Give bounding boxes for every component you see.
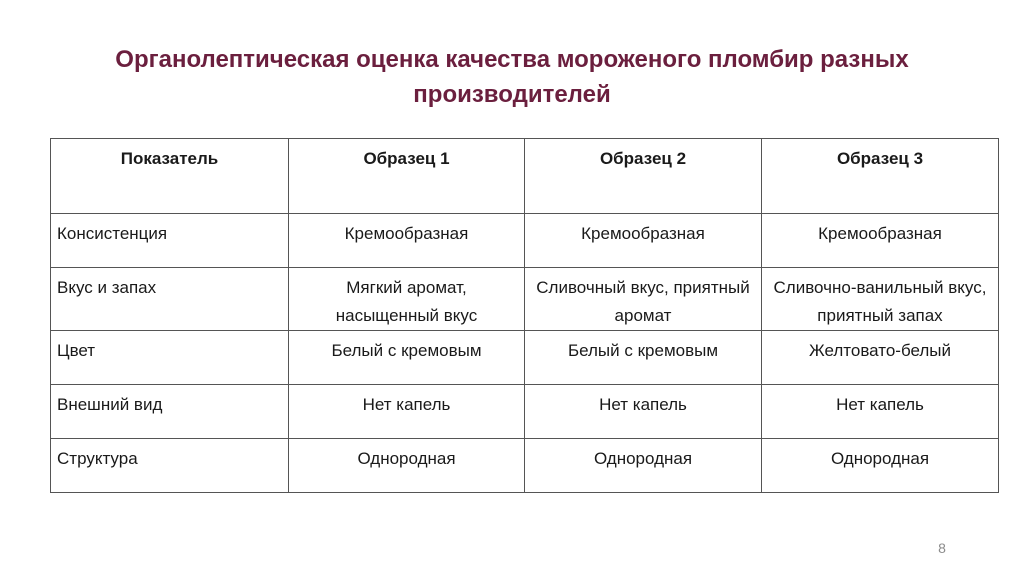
table-cell: Белый с кремовым	[525, 331, 762, 385]
table-row	[51, 439, 999, 493]
table-cell: Нет капель	[289, 385, 525, 439]
slide-title	[0, 42, 1024, 112]
table-cell: Однородная	[762, 439, 999, 493]
header-indicator: Показатель	[51, 139, 289, 214]
table-cell: Однородная	[289, 439, 525, 493]
table-row	[51, 268, 999, 331]
row-label: Цвет	[51, 331, 289, 385]
table-cell: Нет капель	[525, 385, 762, 439]
table-cell: Желтовато-белый	[762, 331, 999, 385]
table-cell: Мягкий аромат, насыщенный вкус	[289, 268, 525, 331]
table-row	[51, 214, 999, 268]
table-cell: Однородная	[525, 439, 762, 493]
table-row	[51, 385, 999, 439]
row-label: Вкус и запах	[51, 268, 289, 331]
title-line-2: производителей	[413, 81, 611, 108]
title-line-1: Органолептическая оценка качества мороженого пломбир разных	[115, 46, 909, 73]
table-cell: Кремообразная	[525, 214, 762, 268]
table-cell: Сливочно-ванильный вкус, приятный запах	[762, 268, 999, 331]
row-label: Консистенция	[51, 214, 289, 268]
header-sample-2: Образец 2	[525, 139, 762, 214]
header-sample-3: Образец 3	[762, 139, 999, 214]
table-header-row	[51, 139, 999, 214]
page-number: 8	[938, 540, 946, 556]
table-cell: Сливочный вкус, приятный аромат	[525, 268, 762, 331]
table-cell: Кремообразная	[289, 214, 525, 268]
table-cell: Белый с кремовым	[289, 331, 525, 385]
row-label: Структура	[51, 439, 289, 493]
table-cell: Кремообразная	[762, 214, 999, 268]
header-sample-1: Образец 1	[289, 139, 525, 214]
row-label: Внешний вид	[51, 385, 289, 439]
table-cell: Нет капель	[762, 385, 999, 439]
evaluation-table	[50, 138, 999, 493]
table-row	[51, 331, 999, 385]
